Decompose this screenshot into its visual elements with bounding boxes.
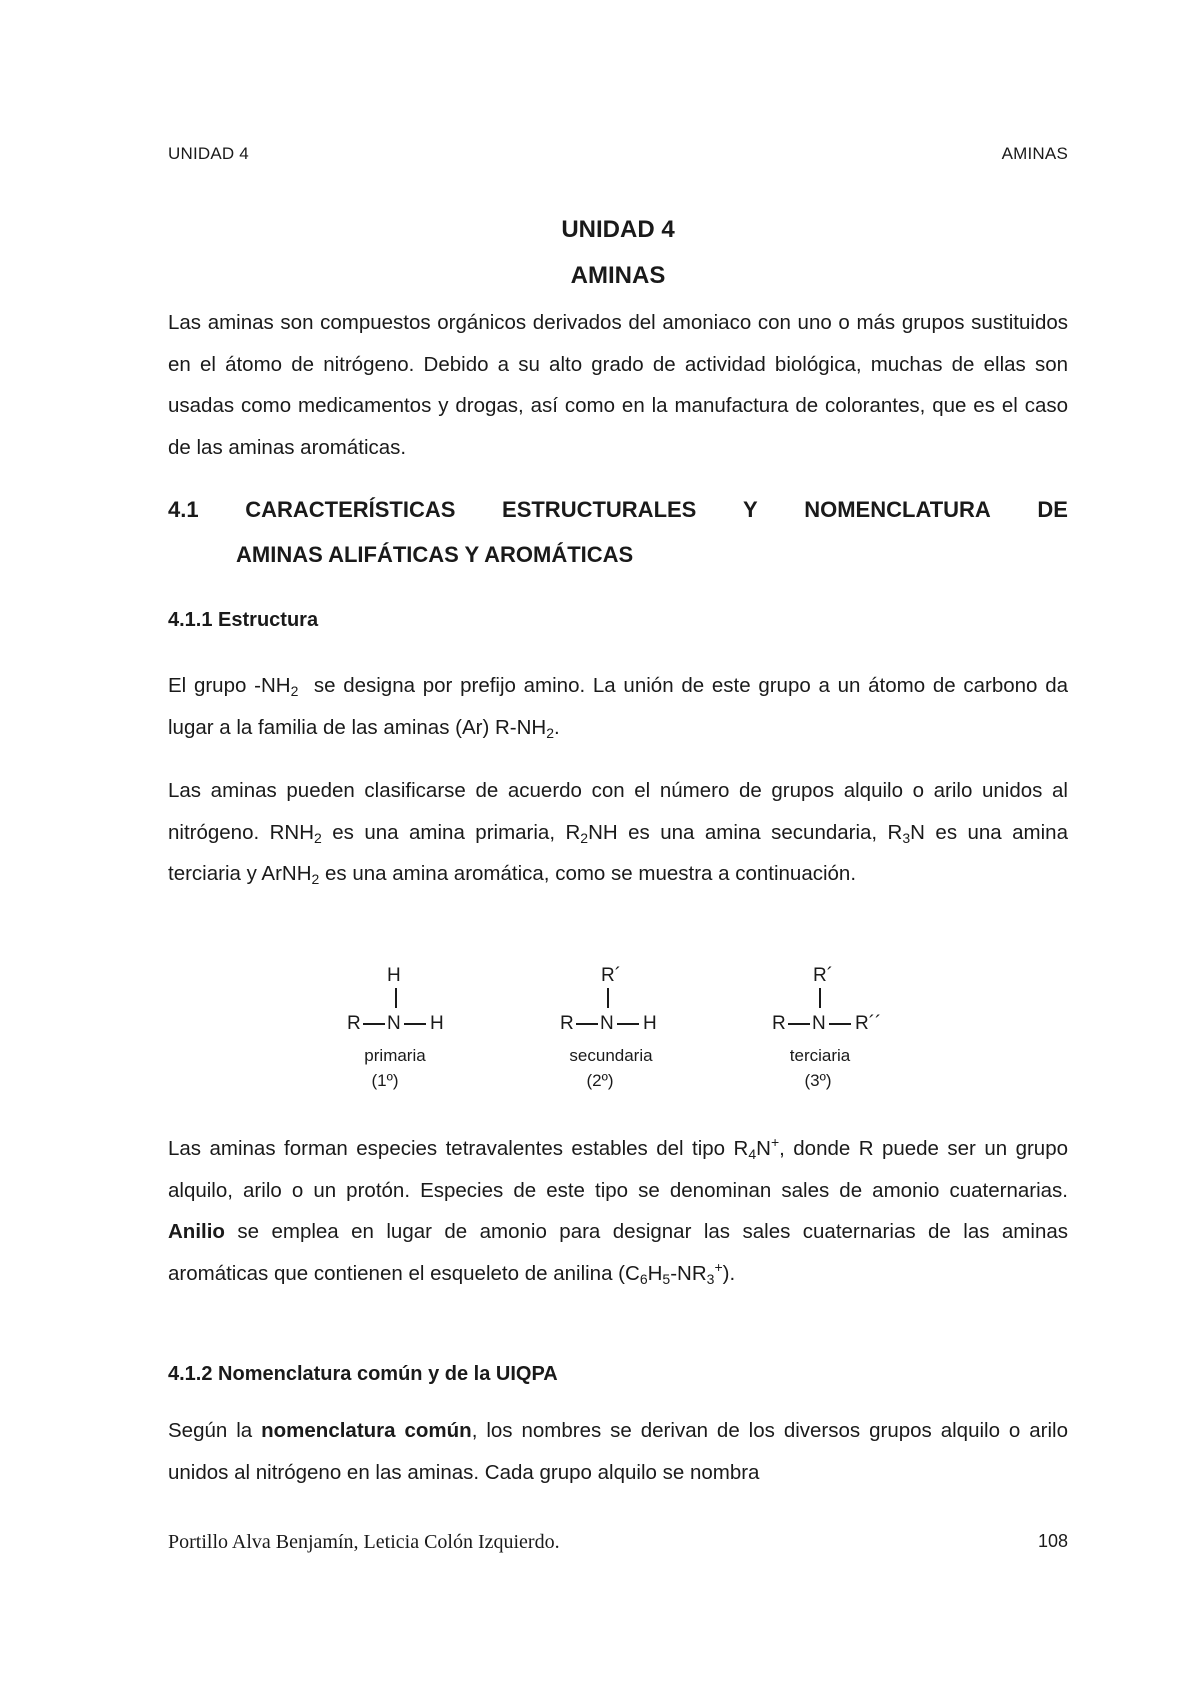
text-run: se emplea en lugar de amonio para designar las sales cuaternarias de las aminas aromáticas que contienen el esqueleto de anilina (C — [168, 1220, 1068, 1285]
subscript: 2 — [580, 829, 589, 846]
bond-left — [788, 1023, 810, 1025]
structure-degree: (3º) — [804, 1071, 832, 1090]
text-run: -NR — [670, 1261, 707, 1285]
bond-left — [363, 1023, 385, 1025]
intro-paragraph: Las aminas son compuestos orgánicos derivados del amoniaco con uno o más grupos sustituidos en el átomo de nitrógeno. Debido a su alto grado de actividad biológica, muchas de ellas son usadas como medicamentos y drogas, así como en la manufactura de colorantes, que es el caso de las aminas aromáticas. — [168, 311, 1068, 459]
bond-left — [576, 1023, 598, 1025]
text-run: Según la — [168, 1419, 262, 1442]
text-run: H — [647, 1261, 663, 1285]
bond-right — [617, 1023, 639, 1025]
text-run: Las aminas pueden clasificarse de acuerdo con el número de grupos alquilo o arilo unidos al nitrógeno. RNH — [168, 779, 1068, 844]
section-word: CARACTERÍSTICAS — [245, 497, 456, 522]
structure-left-atom: R — [560, 1013, 574, 1034]
structure-right-atom: H — [430, 1013, 444, 1034]
superscript: + — [714, 1258, 723, 1275]
text-run: NH es una amina secundaria, R — [588, 820, 903, 844]
text-run: Las aminas forman especies tetravalentes estables del tipo R — [168, 1137, 749, 1160]
text-run: se designa por prefijo amino. La unión de este grupo a un átomo de carbono da lugar a la familia de las aminas (Ar) R-NH — [168, 674, 1074, 739]
unit-title: UNIDAD 4 — [561, 216, 675, 243]
section-word: NOMENCLATURA — [804, 497, 991, 522]
bond-vertical — [607, 988, 609, 1008]
text-run: es una amina primaria, R — [321, 820, 581, 844]
subscript: 2 — [290, 683, 299, 699]
paragraph-ammonium-salts — [168, 1128, 1074, 1294]
text-run: El grupo -NH — [168, 674, 291, 697]
running-header-right: AMINAS — [1001, 144, 1068, 163]
structure-top-atom: R´ — [601, 965, 622, 986]
structure-nitrogen: N — [387, 1013, 401, 1034]
subscript: 2 — [546, 724, 555, 741]
structure-top-atom: H — [387, 965, 401, 986]
section-heading-4-1 — [168, 497, 1068, 523]
structure-degree: (2º) — [586, 1071, 614, 1090]
structure-right-atom: H — [643, 1013, 657, 1034]
subsection-heading-4-1-2: 4.1.2 Nomenclatura común y de la UIQPA — [168, 1363, 558, 1385]
paragraph-common-nomenclature — [168, 1410, 1068, 1493]
text-run: es una amina aromática, como se muestra a continuación. — [319, 862, 857, 885]
bold-term-nomenclatura: nomenclatura común — [261, 1419, 472, 1442]
subscript: 3 — [706, 1270, 715, 1287]
section-word: DE — [1037, 497, 1068, 522]
subscript: 2 — [311, 871, 320, 887]
bond-vertical — [819, 988, 821, 1008]
superscript: + — [770, 1134, 780, 1150]
footer-authors: Portillo Alva Benjamín, Leticia Colón Izquierdo. — [168, 1531, 560, 1553]
subsection-heading-4-1-1: 4.1.1 Estructura — [168, 609, 319, 631]
section-word: ESTRUCTURALES — [502, 497, 697, 522]
subscript: 4 — [748, 1146, 757, 1162]
text-run: ). — [722, 1261, 736, 1285]
subscript: 6 — [639, 1270, 648, 1287]
subscript: 5 — [662, 1270, 671, 1287]
bond-right — [829, 1023, 851, 1025]
structure-label: terciaria — [789, 1046, 851, 1065]
structure-nitrogen: N — [812, 1013, 826, 1034]
text-run: N — [756, 1137, 771, 1160]
structure-left-atom: R — [347, 1013, 361, 1034]
section-heading-4-1-line2: AMINAS ALIFÁTICAS Y AROMÁTICAS — [236, 542, 634, 567]
text-run: , los nombres se derivan de los diversos grupos alquilo o arilo unidos al nitrógeno en las aminas. Cada grupo alquilo se nombra — [168, 1419, 1069, 1484]
structure-nitrogen: N — [600, 1013, 614, 1034]
subscript: 3 — [902, 829, 911, 846]
paragraph-classification — [168, 770, 1068, 895]
unit-subtitle: AMINAS — [570, 262, 666, 289]
bond-vertical — [395, 988, 397, 1008]
text-run: N es una amina terciaria y ArNH — [168, 820, 1068, 885]
bond-right — [404, 1023, 426, 1025]
structure-top-atom: R´ — [813, 965, 834, 986]
structure-right-atom: R´´ — [855, 1013, 882, 1034]
section-word: Y — [742, 497, 758, 522]
structure-label: secundaria — [569, 1046, 653, 1065]
paragraph-amino-group — [168, 665, 1074, 748]
text-run: , donde R puede ser un grupo alquilo, arilo o un protón. Especies de este tipo se denominan sales de amonio cuaternarias. — [168, 1137, 1074, 1202]
bold-term-anilio: Anilio — [168, 1220, 225, 1243]
running-header-left: UNIDAD 4 — [168, 144, 249, 163]
structure-degree: (1º) — [371, 1071, 399, 1090]
text-run: . — [554, 715, 560, 739]
subscript: 2 — [314, 829, 322, 846]
section-number: 4.1 — [168, 497, 199, 522]
page-number: 108 — [1037, 1531, 1068, 1551]
structure-label: primaria — [364, 1046, 426, 1065]
structure-left-atom: R — [772, 1013, 786, 1034]
